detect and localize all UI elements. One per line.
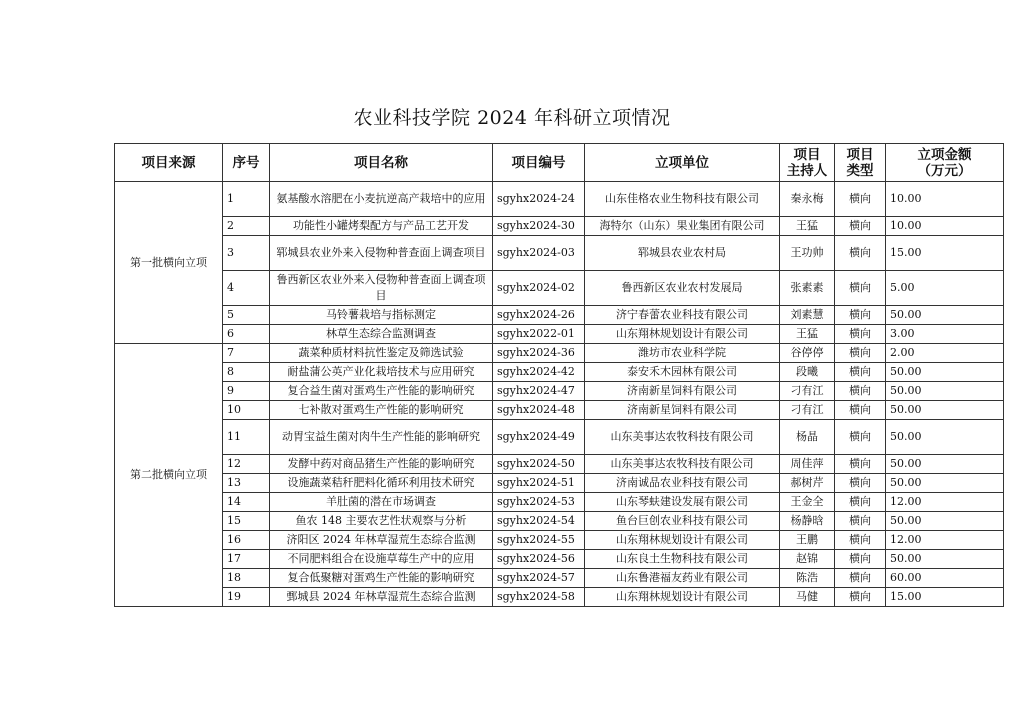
table-row [115,420,1004,455]
cell-unit: 鲁西新区农业农村发展局 [585,271,780,306]
cell-seq: 1 [223,182,270,217]
cell-host: 杨静晗 [780,512,835,531]
cell-name: 复合低聚糖对蛋鸡生产性能的影响研究 [270,569,493,588]
table-row [115,588,1004,607]
cell-amount: 2.00 [886,344,1004,363]
cell-host: 王鹏 [780,531,835,550]
cell-seq: 9 [223,382,270,401]
cell-name: 七补散对蛋鸡生产性能的影响研究 [270,401,493,420]
cell-code: sgyhx2024-30 [493,217,585,236]
group-source-cell: 第一批横向立项 [115,182,223,344]
cell-amount: 50.00 [886,512,1004,531]
cell-amount: 5.00 [886,271,1004,306]
cell-name: 郓城县农业外来入侵物种普查面上调查项目 [270,236,493,271]
cell-type: 横向 [835,531,886,550]
cell-amount: 50.00 [886,401,1004,420]
cell-code: sgyhx2024-47 [493,382,585,401]
cell-code: sgyhx2024-24 [493,182,585,217]
cell-code: sgyhx2024-26 [493,306,585,325]
cell-seq: 18 [223,569,270,588]
cell-amount: 60.00 [886,569,1004,588]
cell-amount: 15.00 [886,588,1004,607]
cell-seq: 10 [223,401,270,420]
cell-amount: 3.00 [886,325,1004,344]
cell-amount: 15.00 [886,236,1004,271]
cell-type: 横向 [835,550,886,569]
cell-unit: 海特尔（山东）果业集团有限公司 [585,217,780,236]
cell-type: 横向 [835,217,886,236]
cell-unit: 山东美事达农牧科技有限公司 [585,420,780,455]
cell-seq: 12 [223,455,270,474]
cell-unit: 山东良土生物科技有限公司 [585,550,780,569]
cell-amount: 50.00 [886,363,1004,382]
cell-type: 横向 [835,512,886,531]
table-row [115,325,1004,344]
header-amount: 立项金额 （万元） [886,144,1004,182]
cell-code: sgyhx2024-49 [493,420,585,455]
cell-name: 马铃薯栽培与指标测定 [270,306,493,325]
cell-type: 横向 [835,182,886,217]
table-row [115,182,1004,217]
cell-amount: 50.00 [886,382,1004,401]
cell-seq: 15 [223,512,270,531]
table-row [115,493,1004,512]
cell-code: sgyhx2024-36 [493,344,585,363]
cell-amount: 50.00 [886,455,1004,474]
header-host: 项目 主持人 [780,144,835,182]
cell-host: 赵锦 [780,550,835,569]
cell-unit: 济南新星饲料有限公司 [585,382,780,401]
table-row [115,236,1004,271]
cell-type: 横向 [835,325,886,344]
cell-code: sgyhx2024-56 [493,550,585,569]
cell-name: 蔬菜种质材料抗性鉴定及筛选试验 [270,344,493,363]
cell-type: 横向 [835,455,886,474]
cell-host: 刁有江 [780,382,835,401]
table-row [115,382,1004,401]
table-row [115,217,1004,236]
cell-name: 设施蔬菜秸秆肥料化循环利用技术研究 [270,474,493,493]
cell-seq: 2 [223,217,270,236]
cell-seq: 13 [223,474,270,493]
table-row [115,271,1004,306]
cell-code: sgyhx2024-58 [493,588,585,607]
cell-host: 马健 [780,588,835,607]
cell-code: sgyhx2024-02 [493,271,585,306]
cell-unit: 山东佳格农业生物科技有限公司 [585,182,780,217]
cell-name: 鲁西新区农业外来入侵物种普查面上调查项目 [270,271,493,306]
cell-type: 横向 [835,271,886,306]
header-name: 项目名称 [270,144,493,182]
cell-type: 横向 [835,363,886,382]
cell-code: sgyhx2022-01 [493,325,585,344]
cell-unit: 济南诚品农业科技有限公司 [585,474,780,493]
cell-unit: 山东翔林规划设计有限公司 [585,325,780,344]
cell-host: 刁有江 [780,401,835,420]
cell-seq: 5 [223,306,270,325]
cell-seq: 16 [223,531,270,550]
table-row [115,306,1004,325]
header-seq: 序号 [223,144,270,182]
cell-type: 横向 [835,474,886,493]
cell-host: 谷停停 [780,344,835,363]
cell-seq: 8 [223,363,270,382]
table-row [115,512,1004,531]
cell-type: 横向 [835,569,886,588]
cell-type: 横向 [835,588,886,607]
cell-amount: 50.00 [886,550,1004,569]
cell-type: 横向 [835,401,886,420]
table-row [115,474,1004,493]
cell-amount: 10.00 [886,182,1004,217]
cell-unit: 山东琴蚨建设发展有限公司 [585,493,780,512]
cell-code: sgyhx2024-42 [493,363,585,382]
cell-unit: 济宁春蕾农业科技有限公司 [585,306,780,325]
table-row [115,531,1004,550]
cell-code: sgyhx2024-51 [493,474,585,493]
cell-name: 复合益生菌对蛋鸡生产性能的影响研究 [270,382,493,401]
cell-host: 周佳萍 [780,455,835,474]
cell-amount: 12.00 [886,493,1004,512]
cell-name: 功能性小罐烤梨配方与产品工艺开发 [270,217,493,236]
cell-host: 杨晶 [780,420,835,455]
cell-unit: 泰安禾木园林有限公司 [585,363,780,382]
cell-unit: 郓城县农业农村局 [585,236,780,271]
cell-seq: 17 [223,550,270,569]
cell-amount: 10.00 [886,217,1004,236]
cell-host: 王猛 [780,325,835,344]
cell-host: 陈浩 [780,569,835,588]
cell-seq: 6 [223,325,270,344]
cell-amount: 50.00 [886,474,1004,493]
table-header-row [115,144,1004,182]
cell-amount: 50.00 [886,420,1004,455]
cell-host: 王猛 [780,217,835,236]
cell-type: 横向 [835,306,886,325]
cell-code: sgyhx2024-54 [493,512,585,531]
cell-unit: 山东鲁港福友药业有限公司 [585,569,780,588]
cell-type: 横向 [835,420,886,455]
group-source-cell: 第二批横向立项 [115,344,223,607]
cell-name: 羊肚菌的潜在市场调查 [270,493,493,512]
cell-name: 不同肥料组合在设施草莓生产中的应用 [270,550,493,569]
cell-host: 张素素 [780,271,835,306]
cell-amount: 12.00 [886,531,1004,550]
cell-name: 动胃宝益生菌对肉牛生产性能的影响研究 [270,420,493,455]
cell-type: 横向 [835,493,886,512]
cell-type: 横向 [835,382,886,401]
cell-unit: 山东翔林规划设计有限公司 [585,588,780,607]
cell-host: 郝树芹 [780,474,835,493]
table-row [115,344,1004,363]
cell-code: sgyhx2024-55 [493,531,585,550]
cell-name: 发酵中药对商品猪生产性能的影响研究 [270,455,493,474]
cell-host: 秦永梅 [780,182,835,217]
cell-amount: 50.00 [886,306,1004,325]
cell-host: 王金全 [780,493,835,512]
cell-seq: 7 [223,344,270,363]
document-title: 农业科技学院 2024 年科研立项情况 [353,107,671,129]
table-body [115,182,1004,607]
projects-table [114,143,1004,607]
cell-type: 横向 [835,344,886,363]
cell-host: 刘素慧 [780,306,835,325]
table-row [115,401,1004,420]
cell-unit: 山东美事达农牧科技有限公司 [585,455,780,474]
cell-name: 耐盐蒲公英产业化栽培技术与应用研究 [270,363,493,382]
cell-seq: 4 [223,271,270,306]
header-unit: 立项单位 [585,144,780,182]
header-code: 项目编号 [493,144,585,182]
header-source: 项目来源 [115,144,223,182]
cell-type: 横向 [835,236,886,271]
cell-code: sgyhx2024-53 [493,493,585,512]
cell-code: sgyhx2024-57 [493,569,585,588]
cell-unit: 山东翔林规划设计有限公司 [585,531,780,550]
cell-code: sgyhx2024-48 [493,401,585,420]
cell-code: sgyhx2024-03 [493,236,585,271]
table-row [115,363,1004,382]
cell-host: 王功帅 [780,236,835,271]
cell-name: 氨基酸水溶肥在小麦抗逆高产栽培中的应用 [270,182,493,217]
table-row [115,550,1004,569]
table-row [115,455,1004,474]
table-row [115,569,1004,588]
cell-name: 林草生态综合监测调查 [270,325,493,344]
cell-name: 鄄城县 2024 年林草湿荒生态综合监测 [270,588,493,607]
cell-unit: 鱼台巨创农业科技有限公司 [585,512,780,531]
cell-seq: 11 [223,420,270,455]
cell-unit: 济南新星饲料有限公司 [585,401,780,420]
cell-seq: 3 [223,236,270,271]
cell-unit: 潍坊市农业科学院 [585,344,780,363]
cell-name: 济阳区 2024 年林草湿荒生态综合监测 [270,531,493,550]
cell-seq: 14 [223,493,270,512]
cell-name: 鱼农 148 主要农艺性状观察与分析 [270,512,493,531]
cell-seq: 19 [223,588,270,607]
header-type: 项目 类型 [835,144,886,182]
cell-code: sgyhx2024-50 [493,455,585,474]
cell-host: 段曦 [780,363,835,382]
